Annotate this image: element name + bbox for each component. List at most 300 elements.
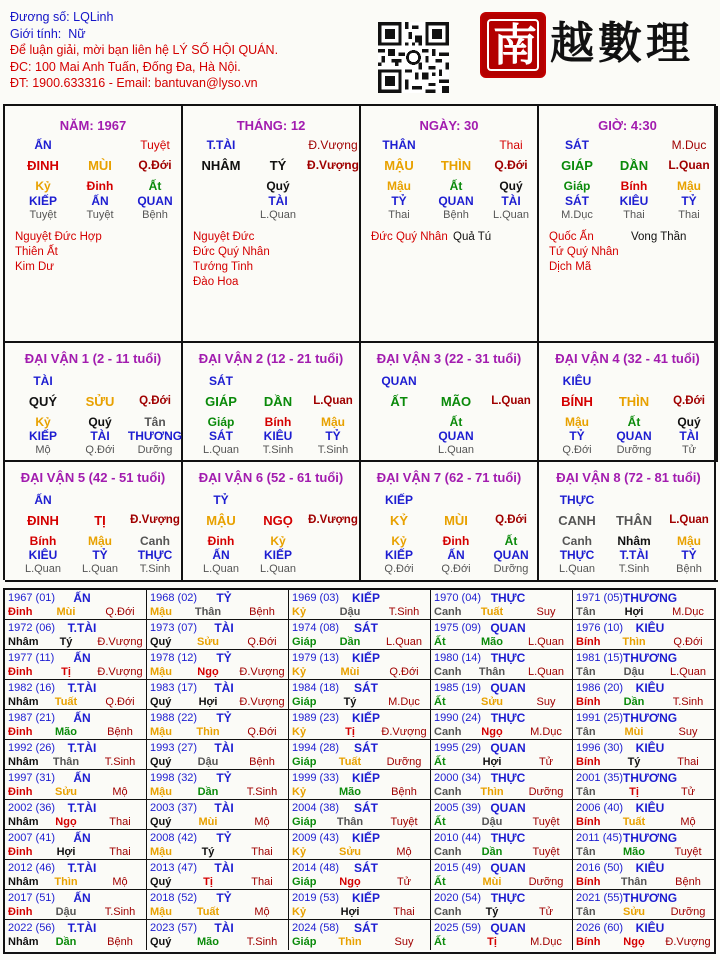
star-item: Đức Quý Nhân — [193, 246, 270, 258]
hidden-ten-god: TỶ — [569, 429, 585, 443]
year-stem: Đinh — [8, 846, 33, 858]
year-line — [8, 891, 91, 905]
year-line — [292, 651, 381, 665]
year-stage: Thai — [109, 846, 131, 858]
year-line — [292, 801, 378, 815]
year-line — [434, 801, 526, 815]
ten-god-top: ẤN — [34, 138, 52, 152]
hidden-stem: Kỷ — [35, 415, 51, 429]
year-ten-god: TÀI — [214, 921, 234, 935]
year-pillar — [150, 875, 288, 889]
hidden-stage: L.Quan — [24, 563, 62, 575]
year-branch: Ngọ — [339, 876, 361, 888]
year-stage: T.Sinh — [388, 606, 420, 618]
gender-value: Nữ — [68, 26, 86, 41]
year-stem: Bính — [576, 936, 601, 948]
year-label: 2026 (60) — [576, 922, 624, 934]
year-pillar — [8, 845, 146, 859]
year-cell — [289, 830, 431, 860]
year-pillar — [434, 815, 572, 829]
hidden-stage: M.Dục — [561, 209, 593, 221]
year-line — [292, 711, 381, 725]
year-ten-god: SÁT — [354, 681, 378, 695]
year-ten-god: ẤN — [73, 651, 91, 665]
stage-label: L.Quan — [491, 395, 531, 407]
year-line — [8, 591, 91, 605]
year-stem: Quý — [150, 936, 172, 948]
year-cell — [289, 680, 431, 710]
year-stem: Bính — [576, 696, 601, 708]
year-stem: Quý — [150, 756, 172, 768]
year-label: 2017 (51) — [8, 892, 56, 904]
year-line — [434, 621, 526, 635]
year-line — [434, 891, 526, 905]
star-item: Quốc Ấn — [549, 231, 594, 243]
hidden-stem: Đinh — [442, 534, 470, 548]
hidden-stem: Ất — [148, 179, 162, 193]
year-branch: Thân — [478, 666, 506, 678]
hidden-stem: Giáp — [207, 415, 235, 429]
year-stage: T.Sinh — [104, 756, 136, 768]
year-stem: Ất — [434, 876, 446, 888]
year-branch: Ngọ — [55, 816, 77, 828]
stage-label: Đ.Vượng — [130, 514, 180, 526]
year-cell — [431, 830, 573, 860]
year-stem: Bính — [576, 636, 601, 648]
year-label: 2016 (50) — [576, 862, 624, 874]
year-label: 1977 (11) — [8, 652, 55, 664]
year-ten-god: KIÊU — [635, 861, 665, 875]
year-ten-god: THỰC — [490, 831, 526, 845]
year-label: 1972 (06) — [8, 622, 56, 634]
hidden-stem: Bính — [264, 415, 292, 429]
year-branch: Thìn — [338, 936, 362, 948]
year-label: 1980 (14) — [434, 652, 482, 664]
year-branch: Mùi — [198, 816, 218, 828]
hidden-stage: L.Quan — [81, 563, 119, 575]
year-label: 1975 (09) — [434, 622, 482, 634]
year-line — [8, 621, 97, 635]
hidden-stage: Bệnh — [676, 563, 702, 575]
dai-van-title: ĐẠI VẬN 7 (62 - 71 tuổi) — [376, 470, 522, 485]
year-branch: Dậu — [339, 606, 361, 618]
year-branch: Hợi — [340, 906, 360, 918]
hidden-stage: Bệnh — [443, 209, 469, 221]
dai-van-title: ĐẠI VẬN 3 (22 - 31 tuổi) — [376, 351, 522, 366]
year-label: 2002 (36) — [8, 802, 56, 814]
ten-god-top: T.TÀI — [206, 138, 236, 152]
year-stem: Giáp — [292, 756, 317, 768]
year-pillar — [150, 815, 288, 829]
dai-van-5 — [5, 462, 183, 582]
ten-god-top: KIẾP — [384, 493, 414, 507]
year-label: 2015 (49) — [434, 862, 482, 874]
year-branch: Dậu — [481, 816, 503, 828]
year-stem: Canh — [434, 666, 462, 678]
hidden-ten-god: ẤN — [447, 548, 465, 562]
year-pillar — [150, 845, 288, 859]
year-ten-god: TÀI — [214, 861, 234, 875]
year-stage: Bệnh — [675, 876, 701, 888]
stage-label: Q.Đới — [139, 395, 171, 407]
year-line — [150, 681, 234, 695]
year-cell — [573, 770, 714, 800]
year-label: 2018 (52) — [150, 892, 198, 904]
year-cell — [573, 890, 714, 920]
year-label: 2009 (43) — [292, 832, 340, 844]
year-cell — [289, 800, 431, 830]
star-item-2: Quả Tú — [453, 231, 492, 243]
year-stage: Dưỡng — [528, 876, 564, 888]
year-ten-god: TỶ — [216, 831, 232, 845]
year-ten-god: ẤN — [73, 831, 91, 845]
year-branch: Thìn — [622, 636, 646, 648]
dai-van-title: ĐẠI VẬN 8 (72 - 81 tuổi) — [556, 470, 701, 485]
year-pillar — [576, 935, 714, 949]
year-cell — [147, 740, 289, 770]
hidden-stage: Dưỡng — [137, 444, 173, 456]
hidden-ten-god: KIÊU — [263, 429, 293, 443]
year-ten-god: KIÊU — [635, 801, 665, 815]
heavenly-stem: GIÁP — [561, 158, 593, 173]
year-ten-god: TỶ — [216, 651, 232, 665]
year-pillar — [434, 635, 572, 649]
year-stem: Quý — [150, 696, 172, 708]
hidden-stem: Kỷ — [35, 179, 51, 193]
year-ten-god: KIÊU — [635, 921, 665, 935]
stage-label: Đ.Vượng — [307, 158, 359, 172]
year-label: 2020 (54) — [434, 892, 482, 904]
year-stem: Kỷ — [292, 666, 307, 678]
year-pillar — [8, 935, 146, 949]
hidden-stem: Mậu — [677, 534, 701, 548]
hidden-ten-god: ẤN — [212, 548, 230, 562]
year-pillar — [434, 665, 572, 679]
year-label: 1979 (13) — [292, 652, 340, 664]
year-ten-god: ẤN — [73, 891, 91, 905]
stage-top: Tuyệt — [140, 138, 170, 152]
hidden-ten-god: TỶ — [391, 194, 407, 208]
year-stem: Nhâm — [8, 636, 39, 648]
year-stage: Thai — [251, 876, 273, 888]
year-stem: Tân — [576, 606, 596, 618]
year-label: 2012 (46) — [8, 862, 56, 874]
year-line — [576, 831, 678, 845]
star-item: Nguyệt Đức Hợp — [15, 231, 102, 243]
year-line — [576, 771, 678, 785]
pillar-title: NGÀY: 30 — [419, 118, 479, 133]
logo-title: 越數理 — [550, 18, 694, 69]
year-stage: Q.Đới — [673, 636, 703, 648]
year-cell — [289, 710, 431, 740]
hidden-stage: Thai — [623, 209, 645, 221]
year-line — [8, 801, 97, 815]
hidden-stage: L.Quan — [202, 563, 240, 575]
pillar-hour — [539, 106, 718, 343]
seal-stamp: 南 — [480, 12, 546, 78]
year-stage: Tử — [396, 876, 412, 888]
year-stage: Q.Đới — [105, 606, 135, 618]
year-cell — [573, 680, 714, 710]
year-label: 2011 (45) — [576, 832, 623, 844]
year-ten-god: TỶ — [216, 711, 232, 725]
year-line — [150, 621, 234, 635]
year-ten-god: THƯƠNG — [622, 771, 678, 785]
earthly-branch: THÂN — [615, 513, 653, 528]
year-stem: Mậu — [150, 726, 172, 738]
year-stem: Canh — [434, 786, 462, 798]
year-label: 2024 (58) — [292, 922, 340, 934]
stage-label: Q.Đới — [138, 158, 172, 172]
year-cell — [289, 860, 431, 890]
owner-value: LQLinh — [73, 10, 114, 24]
year-pillar — [150, 665, 288, 679]
year-stem: Bính — [576, 756, 601, 768]
heavenly-stem: ĐINH — [27, 158, 59, 173]
hidden-stage: L.Quan — [259, 209, 297, 221]
year-line — [150, 771, 232, 785]
year-stage: L.Quan — [527, 636, 565, 648]
year-label: 1996 (30) — [576, 742, 624, 754]
pillar-year — [5, 106, 183, 343]
year-label: 1998 (32) — [150, 772, 198, 784]
year-line — [150, 711, 232, 725]
hidden-ten-god: KIẾP — [28, 429, 58, 443]
year-pillar — [576, 785, 714, 799]
year-label: 1988 (22) — [150, 712, 198, 724]
hidden-stage: Dưỡng — [493, 563, 529, 575]
hidden-stem: Đinh — [207, 534, 235, 548]
year-pillar — [8, 815, 146, 829]
year-pillar — [576, 875, 714, 889]
year-cell — [5, 620, 147, 650]
year-cell — [5, 710, 147, 740]
year-pillar — [292, 815, 430, 829]
year-branch: Tuất — [622, 816, 646, 828]
year-stage: Suy — [394, 936, 414, 948]
year-pillar — [150, 725, 288, 739]
year-stage: Đ.Vượng — [97, 666, 143, 678]
hidden-stage: L.Quan — [492, 209, 530, 221]
qr-code-icon — [378, 22, 449, 93]
year-stage: T.Sinh — [104, 906, 136, 918]
heavenly-stem: GIÁP — [205, 394, 237, 409]
year-branch: Sửu — [338, 846, 362, 858]
year-pillar — [292, 665, 430, 679]
year-label: 1989 (23) — [292, 712, 340, 724]
heavenly-stem: MẬU — [206, 513, 236, 528]
star-item: Thiên Ất — [15, 246, 58, 258]
hidden-ten-god: TỶ — [681, 548, 697, 562]
year-ten-god: QUAN — [490, 801, 526, 815]
year-cell — [573, 590, 714, 620]
year-branch: Thìn — [196, 726, 220, 738]
year-branch: Dậu — [623, 666, 645, 678]
year-pillar — [292, 635, 430, 649]
year-label: 1993 (27) — [150, 742, 198, 754]
heavenly-stem: ẤT — [390, 394, 408, 409]
year-pillar — [150, 755, 288, 769]
year-line — [434, 741, 526, 755]
year-ten-god: TÀI — [214, 741, 234, 755]
year-cell — [431, 650, 573, 680]
year-line — [150, 831, 232, 845]
year-label: 1967 (01) — [8, 592, 56, 604]
year-line — [150, 921, 234, 935]
year-line — [150, 801, 234, 815]
year-branch: Tị — [629, 786, 639, 798]
year-branch: Dần — [55, 936, 77, 948]
year-ten-god: KIẾP — [351, 771, 381, 785]
hidden-ten-god: TÀI — [90, 429, 110, 443]
year-cell — [289, 650, 431, 680]
hidden-ten-god: TỶ — [92, 548, 108, 562]
hidden-stem: Mậu — [677, 179, 701, 193]
hidden-ten-god: KIÊU — [28, 548, 58, 562]
year-label: 2025 (59) — [434, 922, 482, 934]
year-stage: Tuyệt — [532, 816, 560, 828]
year-cell — [431, 890, 573, 920]
year-pillar — [292, 725, 430, 739]
stage-label: Đ.Vượng — [308, 514, 358, 526]
year-ten-god: ẤN — [73, 771, 91, 785]
year-cell — [289, 740, 431, 770]
earthly-branch: SỬU — [85, 394, 115, 409]
year-branch: Ngọ — [481, 726, 503, 738]
hidden-stage: Q.Đới — [441, 563, 471, 575]
year-cell — [431, 620, 573, 650]
year-label: 1992 (26) — [8, 742, 56, 754]
year-stem: Đinh — [8, 726, 33, 738]
year-ten-god: QUAN — [490, 921, 526, 935]
year-label: 2014 (48) — [292, 862, 340, 874]
hidden-ten-god: SÁT — [565, 194, 589, 208]
year-stem: Đinh — [8, 666, 33, 678]
dai-van-title: ĐẠI VẬN 2 (12 - 21 tuổi) — [198, 351, 344, 366]
year-branch: Dần — [481, 846, 503, 858]
year-ten-god: KIẾP — [351, 591, 381, 605]
year-pillar — [434, 755, 572, 769]
year-ten-god: T.TÀI — [67, 921, 97, 935]
year-stem: Mậu — [150, 786, 172, 798]
year-pillar — [150, 635, 288, 649]
hidden-ten-god: TÀI — [268, 194, 288, 208]
year-label: 1999 (33) — [292, 772, 340, 784]
year-stem: Đinh — [8, 786, 33, 798]
year-ten-god: KIÊU — [635, 681, 665, 695]
ten-god-top: THÂN — [382, 138, 416, 152]
year-stage: Bệnh — [249, 756, 275, 768]
dai-van-3 — [361, 343, 539, 462]
year-ten-god: THƯƠNG — [622, 831, 678, 845]
hidden-ten-god: THỰC — [137, 548, 173, 562]
year-stage: Dưỡng — [528, 786, 564, 798]
year-stage: Thai — [109, 816, 131, 828]
year-stage: Mộ — [112, 876, 128, 888]
year-line — [292, 681, 378, 695]
year-cell — [431, 710, 573, 740]
year-stem: Kỷ — [292, 906, 307, 918]
year-pillar — [292, 905, 430, 919]
year-stage: Suy — [536, 696, 556, 708]
year-cell — [431, 590, 573, 620]
year-stage: Đ.Vượng — [239, 696, 285, 708]
hidden-stage: Thai — [678, 209, 700, 221]
year-line — [292, 921, 378, 935]
hidden-ten-god: TÀI — [679, 429, 699, 443]
year-stem: Tân — [576, 786, 596, 798]
owner-label: Đương số: — [10, 10, 70, 24]
year-label: 1978 (12) — [150, 652, 198, 664]
year-ten-god: THỰC — [490, 891, 526, 905]
star-item-2: Vong Thần — [631, 231, 687, 243]
year-branch: Hợi — [56, 846, 76, 858]
year-cell — [5, 770, 147, 800]
year-line — [292, 861, 378, 875]
stage-label: L.Quan — [669, 514, 709, 526]
year-stem: Nhâm — [8, 816, 39, 828]
dai-van-2 — [183, 343, 361, 462]
year-pillar — [434, 725, 572, 739]
year-line — [576, 591, 678, 605]
chart-grid — [3, 104, 716, 580]
year-stage: Đ.Vượng — [97, 636, 143, 648]
year-stage: Bệnh — [107, 936, 133, 948]
year-pillar — [150, 785, 288, 799]
star-item: Dịch Mã — [549, 261, 592, 273]
year-label: 1984 (18) — [292, 682, 340, 694]
year-cell — [147, 620, 289, 650]
pillar-title: NĂM: 1967 — [59, 118, 127, 133]
hidden-ten-god: KIẾP — [384, 548, 414, 562]
year-branch: Tị — [61, 666, 71, 678]
year-line — [576, 801, 665, 815]
hidden-stem: Mậu — [387, 179, 411, 193]
year-branch: Tý — [485, 906, 499, 918]
year-pillar — [576, 665, 714, 679]
year-pillar — [292, 875, 430, 889]
year-cell — [289, 620, 431, 650]
hidden-ten-god: QUAN — [493, 548, 529, 562]
year-stem: Tân — [576, 906, 596, 918]
year-line — [8, 831, 91, 845]
year-label: 1981 (15) — [576, 652, 624, 664]
year-cell — [147, 590, 289, 620]
year-ten-god: T.TÀI — [67, 861, 97, 875]
hidden-stem: Tân — [144, 415, 166, 429]
year-stem: Nhâm — [8, 696, 39, 708]
year-stem: Giáp — [292, 936, 317, 948]
year-cell — [5, 650, 147, 680]
year-ten-god: THƯƠNG — [622, 591, 678, 605]
year-ten-god: T.TÀI — [67, 681, 97, 695]
earthly-branch: TỊ — [94, 513, 106, 528]
year-stage: Tử — [538, 756, 554, 768]
year-pillar — [8, 785, 146, 799]
hidden-ten-god: THƯƠNG — [127, 429, 183, 443]
hidden-stem: Bính — [29, 534, 57, 548]
year-ten-god: THỰC — [490, 711, 526, 725]
hidden-ten-god: KIẾP — [28, 194, 58, 208]
year-ten-god: T.TÀI — [67, 621, 97, 635]
year-branch: Ngọ — [623, 936, 645, 948]
year-stage: Thai — [251, 846, 273, 858]
hidden-ten-god: T.TÀI — [619, 548, 649, 562]
hidden-ten-god: QUAN — [438, 429, 474, 443]
dai-van-8 — [539, 462, 718, 582]
year-stage: Đ.Vượng — [381, 726, 427, 738]
year-branch: Thân — [194, 606, 222, 618]
